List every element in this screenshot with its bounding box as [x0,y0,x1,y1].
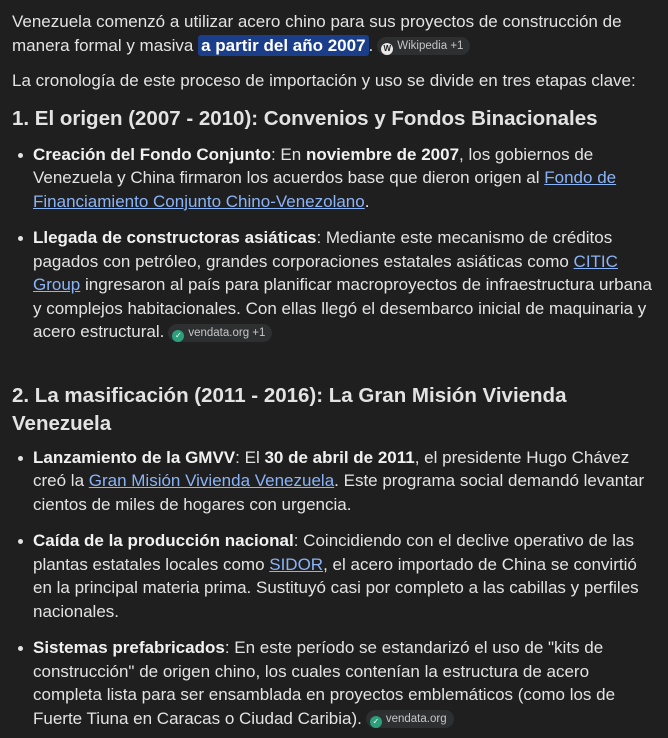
list-item: Llegada de constructoras asiáticas: Mediante este mecanismo de créditos pagados con petróleo, grandes corporaciones estatales asiáticas como CITIC Group ingresaron al país para planificar macroproyectos de infraestructura urbana y complejos habitacionales. Con ellas llegó el desembarco inicial de maquinaria y acero estructural. ✓ vendata.org +1 [33,226,656,344]
highlighted-text[interactable]: a partir del año 2007 [198,35,368,56]
link-fondo-financiamiento[interactable]: Fondo de Financiamiento Conjunto Chino-Venezolano [33,168,617,211]
vendata-icon: ✓ [172,330,184,342]
source-chip-vendata[interactable]: ✓ vendata.org [366,710,454,728]
source-chip-vendata[interactable]: ✓ vendata.org +1 [168,324,272,342]
section-heading-2: 2. La masificación (2011 - 2016): La Gran Misión Vivienda Venezuela [12,383,567,435]
list-item: Creación del Fondo Conjunto: En noviembre de 2007, los gobiernos de Venezuela y China firmaron los acuerdos base que dieron origen al Fondo de Financiamiento Conjunto Chino-Venezolano. [33,143,656,214]
section-heading-1: 1. El origen (2007 - 2010): Convenios y Fondos Binacionales [12,106,598,130]
wikipedia-icon: W [381,43,393,55]
intro-text: Venezuela comenzó a utilizar acero chino para sus proyectos de construcción de manera formal y masiva [12,12,622,55]
source-chip-wikipedia[interactable] [377,37,470,55]
section-2-list [12,446,656,731]
subtitle-paragraph: La cronología de este proceso de importación y uso se divide en tres etapas clave: [12,71,636,90]
list-item: Lanzamiento de la GMVV: El 30 de abril de 2011, el presidente Hugo Chávez creó la Gran Misión Vivienda Venezuela. Este programa social demandó levantar cientos de miles de hogares con urgencia. [33,446,656,517]
list-item: Sistemas prefabricados: En este período se estandarizó el uso de "kits de construcción" de origen chino, los cuales contenían la estructura de acero completa lista para ser ensamblada en proyectos emblemáticos (como los de Fuerte Tiuna en Caracas o Ciudad Caribia). ✓ vendata.org [33,636,656,730]
link-citic-group[interactable]: CITIC Group [33,251,618,294]
intro-paragraph: Venezuela comenzó a utilizar acero chino para sus proyectos de construcción de manera formal y masiva a partir del año 2007 . W Wikipedia +1 [12,12,622,55]
section-1-list [12,143,656,344]
chip-label: Wikipedia +1 [397,40,464,53]
link-sidor[interactable]: SIDOR [269,554,324,574]
vendata-icon: ✓ [370,716,382,728]
list-item: Caída de la producción nacional: Coincidiendo con el declive operativo de las plantas estatales locales como SIDOR, el acero importado de China se convirtió en la principal materia prima. Sustituyó casi por completo a las cabillas y perfiles nacionales. [33,529,656,623]
link-gran-mision-vivienda[interactable]: Gran Misión Vivienda Venezuela [88,471,335,490]
